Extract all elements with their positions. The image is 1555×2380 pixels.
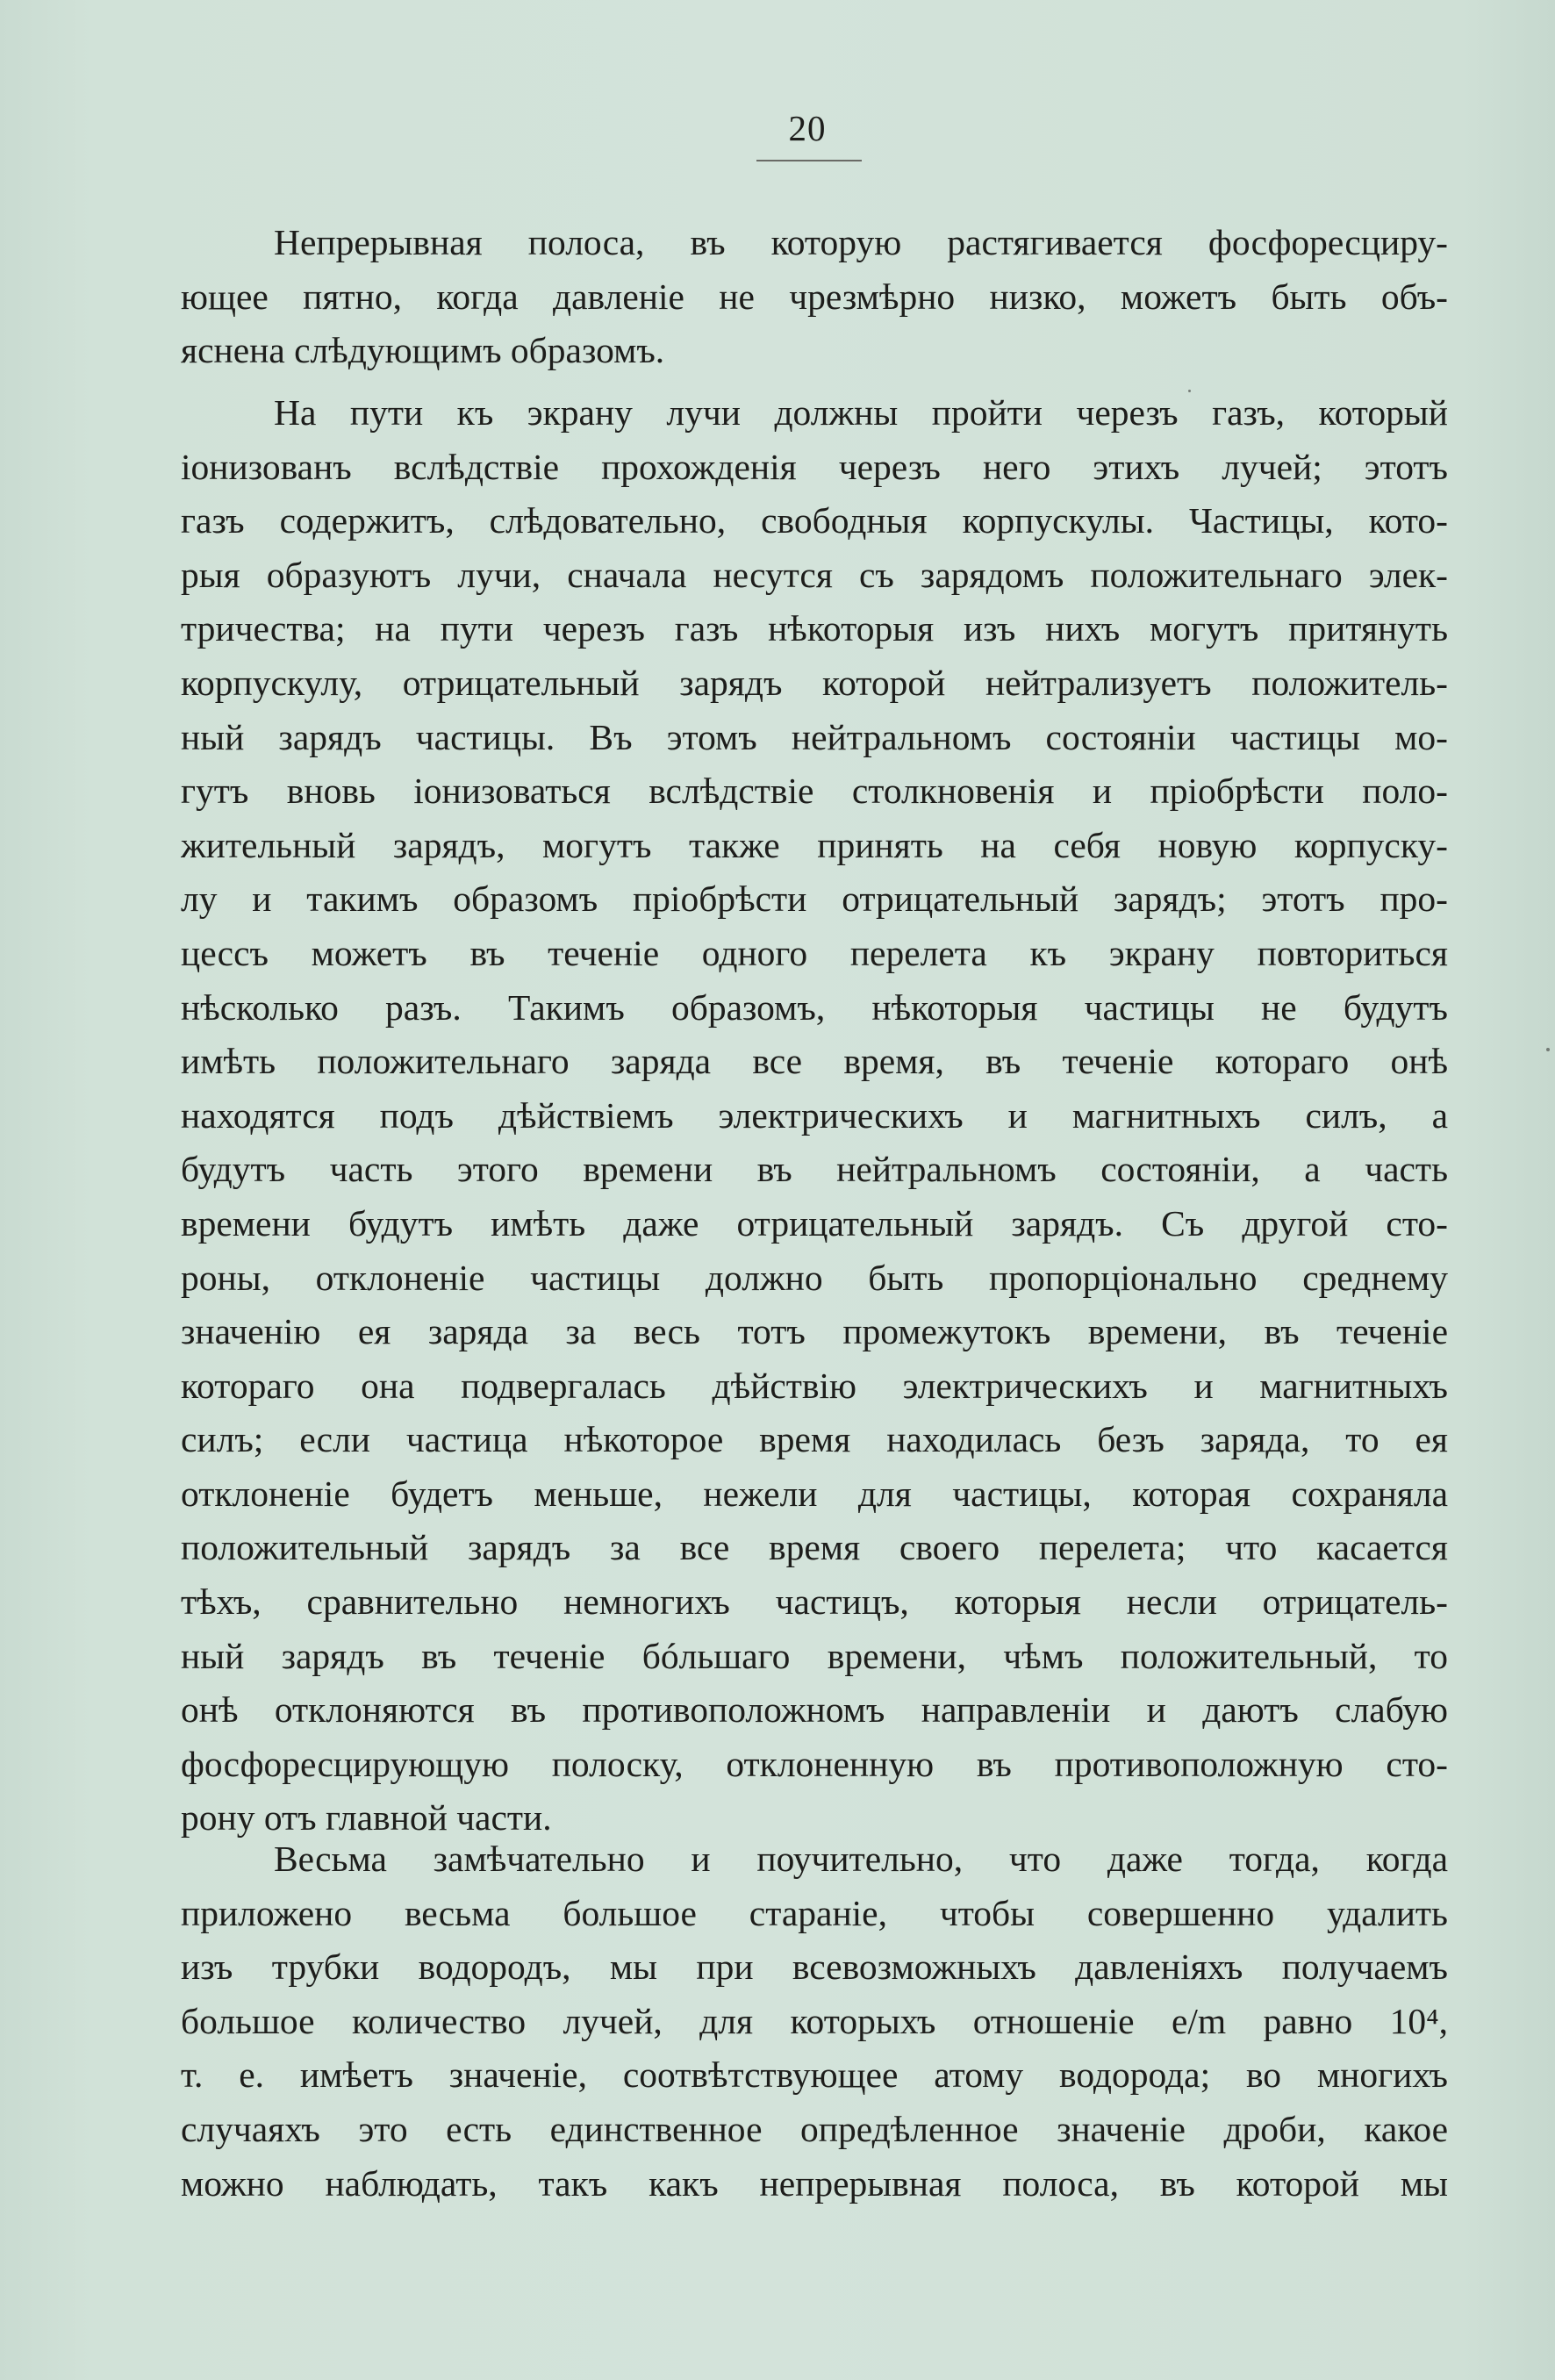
text-line: значенію ея заряда за весь тотъ промежутокъ времени, въ теченіе bbox=[181, 1311, 1448, 1352]
text-line: положительный зарядъ за все время своего перелета; что касается bbox=[181, 1527, 1448, 1568]
paper-speck bbox=[1546, 1048, 1550, 1051]
text-line: рыя образуютъ лучи, сначала несутся съ зарядомъ положительнаго элек- bbox=[181, 554, 1448, 595]
text-line: времени будутъ имѣть даже отрицательный зарядъ. Съ другой сто- bbox=[181, 1202, 1448, 1244]
text-line: роны, отклоненіе частицы должно быть пропорціонально среднему bbox=[181, 1257, 1448, 1298]
text-line: гутъ вновь іонизоваться вслѣдствіе столкновенія и пріобрѣсти поло- bbox=[181, 771, 1448, 812]
paragraph-1 bbox=[181, 216, 1448, 378]
text-line: ющее пятно, когда давленіе не чрезмѣрно низко, можетъ быть объ- bbox=[181, 276, 1448, 317]
text-line: силъ; если частица нѣкоторое время находилась безъ заряда, то ея bbox=[181, 1419, 1448, 1460]
text-line: онѣ отклоняются въ противоположномъ направленіи и даютъ слабую bbox=[181, 1689, 1448, 1731]
text-line: рону отъ главной части. bbox=[181, 1797, 552, 1839]
text-line: изъ трубки водородъ, мы при всевозможныхъ давленіяхъ получаемъ bbox=[181, 1946, 1448, 1988]
text-line: іонизованъ вслѣдствіе прохожденія черезъ него этихъ лучей; этотъ bbox=[181, 446, 1448, 487]
paragraph-3 bbox=[181, 1832, 1448, 2211]
text-line: приложено весьма большое стараніе, чтобы совершенно удалить bbox=[181, 1892, 1448, 1933]
text-line: случаяхъ это есть единственное опредѣленное значеніе дроби, какое bbox=[181, 2108, 1448, 2149]
text-line: будутъ часть этого времени въ нейтральномъ состояніи, а часть bbox=[181, 1149, 1448, 1190]
text-line: тѣхъ, сравнительно немногихъ частицъ, которыя несли отрицатель- bbox=[181, 1581, 1448, 1623]
text-line: цессъ можетъ въ теченіе одного перелета къ экрану повториться bbox=[181, 932, 1448, 973]
text-line: корпускулу, отрицательный зарядъ которой нейтрализуетъ положитель- bbox=[181, 662, 1448, 703]
text-line: Весьма замѣчательно и поучительно, что даже тогда, когда bbox=[274, 1839, 1448, 1879]
page-number-rule bbox=[756, 160, 862, 161]
text-line: большое количество лучей, для которыхъ отношеніе e/m равно 10⁴, bbox=[181, 2000, 1448, 2041]
text-line: Непрерывная полоса, въ которую растягивается фосфоресциру- bbox=[274, 222, 1448, 262]
text-line: лу и такимъ образомъ пріобрѣсти отрицательный зарядъ; этотъ про- bbox=[181, 878, 1448, 920]
text-line: На пути къ экрану лучи должны пройти черезъ газъ, который bbox=[274, 392, 1448, 433]
text-line: имѣть положительнаго заряда все время, въ теченіе котораго онѣ bbox=[181, 1041, 1448, 1082]
text-line: нѣсколько разъ. Такимъ образомъ, нѣкоторыя частицы не будутъ bbox=[181, 986, 1448, 1028]
text-line: т. е. имѣетъ значеніе, соотвѣтствующее атому водорода; во многихъ bbox=[181, 2054, 1448, 2096]
text-line: тричества; на пути черезъ газъ нѣкоторыя изъ нихъ могутъ притянуть bbox=[181, 608, 1448, 649]
text-line: можно наблюдать, такъ какъ непрерывная полоса, въ которой мы bbox=[181, 2162, 1448, 2204]
text-line: яснена слѣдующимъ образомъ. bbox=[181, 330, 665, 371]
text-line: ный зарядъ въ теченіе бóльшаго времени, чѣмъ положительный, то bbox=[181, 1635, 1448, 1676]
paragraph-2 bbox=[181, 386, 1448, 1846]
page-number: 20 bbox=[788, 108, 827, 148]
text-line: ный зарядъ частицы. Въ этомъ нейтральномъ состояніи частицы мо- bbox=[181, 716, 1448, 757]
text-line: жительный зарядъ, могутъ также принять на себя новую корпуску- bbox=[181, 824, 1448, 865]
paper-speck bbox=[1188, 390, 1191, 392]
text-line: газъ содержитъ, слѣдовательно, свободныя корпускулы. Частицы, кото- bbox=[181, 500, 1448, 541]
text-line: находятся подъ дѣйствіемъ электрическихъ и магнитныхъ силъ, а bbox=[181, 1094, 1448, 1136]
text-line: котораго она подвергалась дѣйствію электрическихъ и магнитныхъ bbox=[181, 1365, 1448, 1406]
text-line: фосфоресцирующую полоску, отклоненную въ противоположную сто- bbox=[181, 1743, 1448, 1784]
text-line: отклоненіе будетъ меньше, нежели для частицы, которая сохраняла bbox=[181, 1473, 1448, 1514]
